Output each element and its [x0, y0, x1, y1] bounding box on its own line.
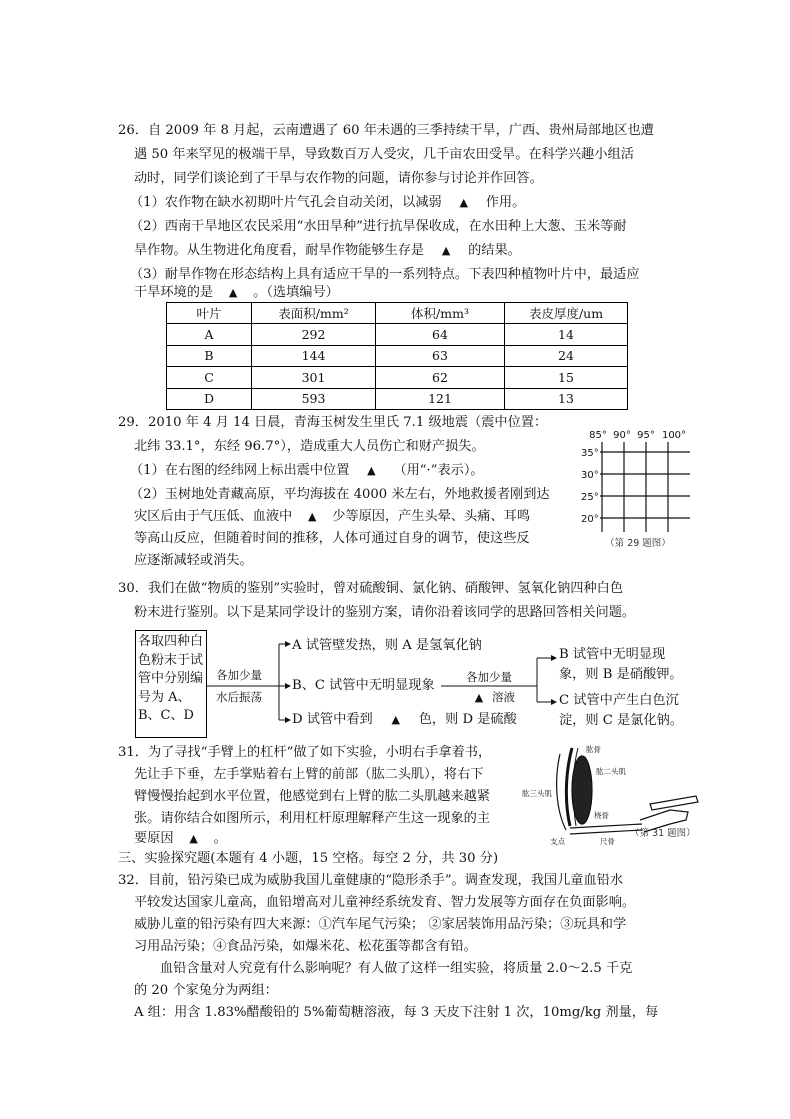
table-cell: 301	[252, 367, 376, 388]
q29-sub-2b: 灾区后由于气压低、血液中 ▲ 少等原因，产生头晕、头痛、耳鸣	[134, 509, 531, 524]
result-c-line-1: C 试管中产生白色沉	[559, 693, 679, 708]
arrow1-label-bottom: 水后振荡	[216, 690, 262, 704]
q29-line-1: 29．2010 年 4 月 14 日晨，青海玉树发生里氏 7.1 级地震（震中位置：	[118, 415, 548, 430]
q32-line-7: A 组：用含 1.83%醋酸铅的 5%葡萄糖溶液，每 3 天皮下注射 1 次，10mg/kg 剂量，每	[134, 1005, 659, 1020]
q31-line-2: 先让手下垂，左手掌贴着右上臂的前部（肱二头肌），将右下	[134, 767, 484, 782]
q26-line-1: 26．自 2009 年 8 月起，云南遭遇了 60 年未遇的三季持续干旱，广西、贵州局部地区也遭	[118, 123, 654, 138]
result-b-line-1: B 试管中无明显现	[559, 647, 666, 662]
table-header: 表面积/mm²	[252, 303, 376, 324]
answer-blank[interactable]: ▲	[228, 286, 238, 299]
q26-sub-2a: （2）西南干旱地区农民采用“水田旱种”进行抗旱保收成，在水田种上大葱、玉米等耐	[130, 219, 627, 234]
lon-label: 95°	[637, 430, 655, 441]
q26-sub-3b: 干旱环境的是 ▲ 。（选填编号）	[134, 285, 339, 300]
lat-label: 25°	[581, 492, 599, 503]
branch-a: A 试管壁发热，则 A 是氢氧化钠	[292, 638, 482, 653]
table-cell: A	[167, 324, 252, 345]
arm-label: 肱三头肌	[522, 789, 552, 798]
table-cell: D	[167, 388, 252, 409]
q31-line-3: 臂慢慢抬起到水平位置，他感觉到右上臂的肱二头肌越来越紧	[134, 789, 491, 804]
q30-line-1: 30．我们在做“物质的鉴别”实验时，曾对硫酸铜、氯化钠、硝酸钾、氢氧化钠四种白色	[118, 581, 624, 596]
table-header: 叶片	[167, 303, 252, 324]
table-cell: C	[167, 367, 252, 388]
arm-lever-figure	[520, 740, 700, 850]
lat-label: 35°	[581, 448, 599, 459]
table-cell: 15	[505, 367, 628, 388]
table-header: 表皮厚度/um	[505, 303, 628, 324]
q26-sub-2b: 旱作物。从生物进化角度看，耐旱作物能够生存是 ▲ 的结果。	[134, 243, 521, 258]
q29-line-2: 北纬 33.1°，东经 96.7°），造成重大人员伤亡和财产损失。	[134, 439, 485, 454]
table-row	[167, 367, 628, 388]
arm-label: 肱二头肌	[596, 767, 626, 776]
result-b-line-2: 象，则 B 是硝酸钾。	[559, 667, 683, 682]
lon-label: 85°	[589, 430, 607, 441]
branch-bc: B、C 试管中无明显现象	[292, 678, 435, 693]
q26-line-3: 动时，同学们谈论到了干旱与农作物的问题，请你参与讨论并作回答。	[134, 171, 543, 186]
arrow1-label-top: 各加少量	[216, 668, 262, 682]
lat-label: 20°	[581, 514, 599, 525]
answer-blank[interactable]: ▲	[367, 464, 376, 477]
lat-label: 30°	[581, 470, 599, 481]
q29-sub-2d: 应逐渐减轻或消失。	[134, 553, 253, 568]
q32-line-5: 血铅含量对人究竟有什么影响呢？有人做了这样一组实验，将质量 2.0～2.5 千克	[160, 961, 633, 976]
section-heading: 三、实验探究题(本题有 4 小题，15 空格。每空 2 分，共 30 分)	[118, 851, 499, 866]
arrow2-label-bottom: ▲ 溶液	[466, 688, 515, 707]
q29-sub-2c: 等高山反应，但随着时间的推移，人体可通过自身的调节，使这些反	[134, 531, 530, 546]
lat-lon-grid-figure	[578, 428, 698, 552]
answer-blank[interactable]: ▲	[474, 691, 484, 704]
table-row	[167, 345, 628, 366]
table-cell: 24	[505, 345, 628, 366]
arrow2-label-top: 各加少量	[466, 670, 512, 684]
q29-sub-2a: （2）玉树地处青藏高原，平均海拔在 4000 米左右，外地救援者刚到达	[130, 487, 550, 502]
q31-line-1: 31．为了寻找“手臂上的杠杆”做了如下实验，小明右手拿着书，	[118, 745, 492, 760]
lon-label[interactable]: 100°	[661, 430, 687, 441]
table-cell: 292	[252, 324, 376, 345]
lon-label: 90°	[613, 430, 631, 441]
table-cell: 121	[376, 388, 505, 409]
q30-line-2: 粉末进行鉴别。以下是某同学设计的鉴别方案，请你沿着该同学的思路回答相关问题。	[134, 605, 636, 620]
arm-label: 支点	[550, 837, 565, 846]
figure-caption: （第 29 题图）	[605, 538, 671, 549]
arm-label: 尺骨	[600, 837, 615, 846]
q26-sub-3a: （3）耐旱作物在形态结构上具有适应干旱的一系列特点。下表四种植物叶片中，最适应	[130, 267, 640, 282]
q32-line-4: 习用品污染；④食品污染，如爆米花、松花蛋等都含有铅。	[134, 939, 477, 954]
q32-line-3: 威胁儿童的铅污染有四大来源：①汽车尾气污染； ②家居装饰用品污染；③玩具和学	[134, 917, 627, 932]
table-cell: 62	[376, 367, 505, 388]
table-cell: B	[167, 345, 252, 366]
branch-d: D 试管中看到 ▲ 色，则 D 是硫酸	[292, 712, 517, 727]
table-cell: 593	[252, 388, 376, 409]
arm-label: 肱骨	[586, 745, 601, 754]
answer-blank[interactable]: ▲	[391, 713, 400, 726]
q31-line-5: 要原因 ▲ 。	[134, 831, 227, 846]
answer-blank[interactable]: ▲	[441, 244, 451, 257]
table-cell: 63	[376, 345, 505, 366]
q29-sub-1: （1）在右图的经纬网上标出震中位置 ▲ （用“·”表示）。	[130, 463, 484, 478]
q32-line-2: 平较发达国家儿童高，血铅增高对儿童神经系统发育、智力发展等方面存在负面影响。	[134, 895, 636, 910]
table-cell: 144	[252, 345, 376, 366]
table-cell: 64	[376, 324, 505, 345]
q31-line-4: 张。请你结合如图所示，利用杠杆原理解释产生这一现象的主	[134, 811, 491, 826]
answer-blank[interactable]: ▲	[308, 510, 317, 523]
flowchart-start-box: 各取四种白色粉末于试管中分别编号为 A、B、C、D	[135, 630, 207, 738]
figure-caption: （第 31 题图）	[630, 828, 696, 839]
table-row	[167, 388, 628, 409]
table-cell: 13	[505, 388, 628, 409]
q32-line-6: 的 20 个家兔分为两组：	[134, 983, 278, 998]
q32-line-1: 32．目前，铅污染已成为威胁我国儿童健康的“隐形杀手”。调查发现，我国儿童血铅水	[118, 873, 624, 888]
answer-blank[interactable]: ▲	[189, 832, 198, 845]
leaf-table	[166, 302, 628, 410]
table-header: 体积/mm³	[376, 303, 505, 324]
table-row	[167, 324, 628, 345]
answer-blank[interactable]: ▲	[459, 196, 468, 209]
arm-label: 桡骨	[594, 811, 609, 820]
table-cell: 14	[505, 324, 628, 345]
result-c-line-2: 淀，则 C 是氯化钠。	[559, 713, 683, 728]
q26-sub-1: （1）农作物在缺水初期叶片气孔会自动关闭，以减弱 ▲ 作用。	[130, 195, 526, 210]
q26-line-2: 遇 50 年来罕见的极端干旱，导致数百万人受灾，几千亩农田受旱。在科学兴趣小组活	[134, 147, 634, 162]
table-header-row	[167, 303, 628, 324]
